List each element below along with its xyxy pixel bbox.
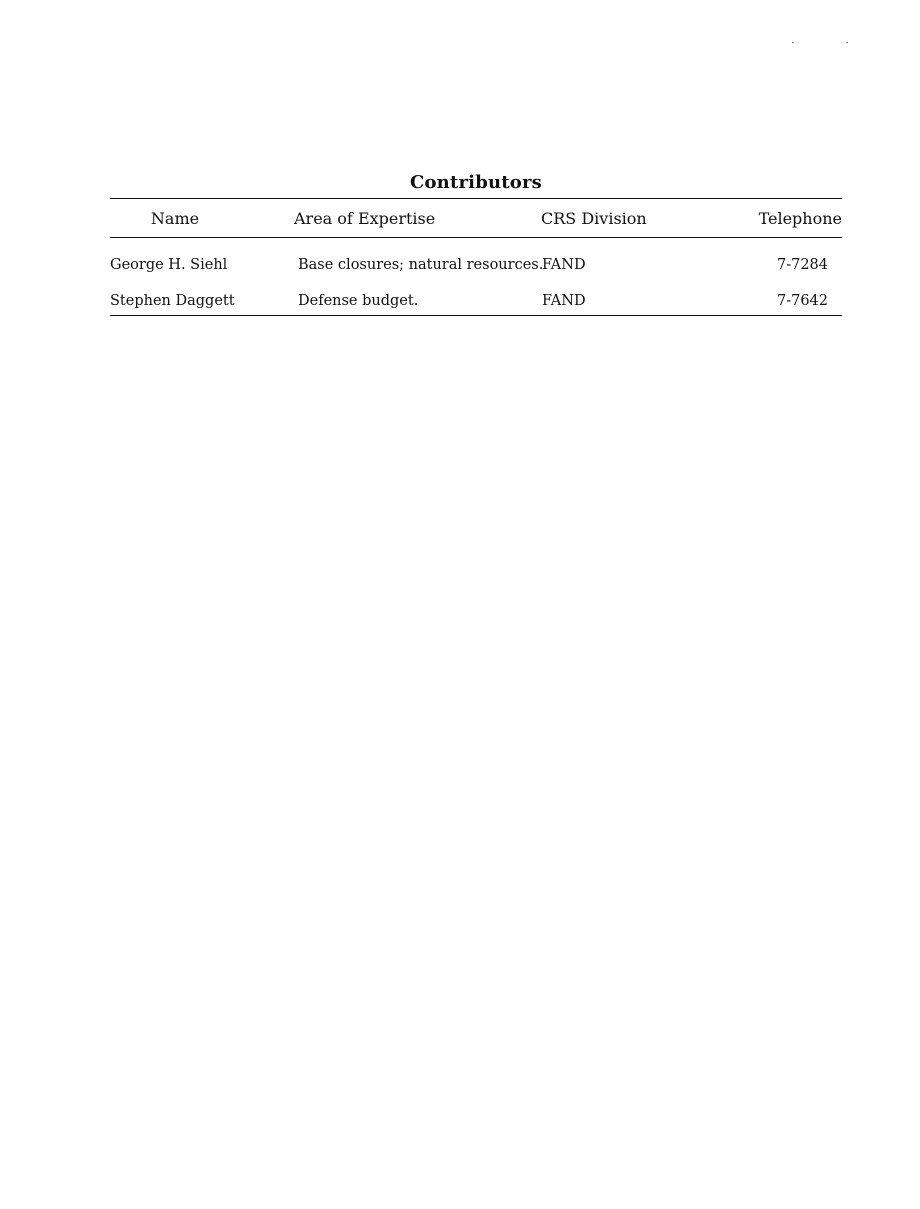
header-name: Name (150, 209, 200, 228)
header-crs-division: CRS Division (541, 209, 647, 228)
table-title: Contributors (409, 172, 543, 193)
row-telephone: 7-7284 (776, 257, 828, 273)
header-telephone: Telephone (758, 209, 842, 228)
header-area-of-expertise: Area of Expertise (294, 209, 436, 228)
row-division: FAND (542, 293, 586, 309)
row-name: Stephen Daggett (110, 293, 235, 309)
table-top-rule (110, 198, 842, 199)
table-bottom-rule (110, 315, 842, 316)
row-area: Base closures; natural resources. (298, 257, 544, 273)
row-division: FAND (542, 257, 586, 273)
table-header-rule (110, 237, 842, 238)
scan-speck (846, 42, 848, 43)
scan-speck (792, 42, 794, 43)
row-area: Defense budget. (298, 293, 419, 309)
row-telephone: 7-7642 (776, 293, 828, 309)
row-name: George H. Siehl (110, 257, 228, 273)
